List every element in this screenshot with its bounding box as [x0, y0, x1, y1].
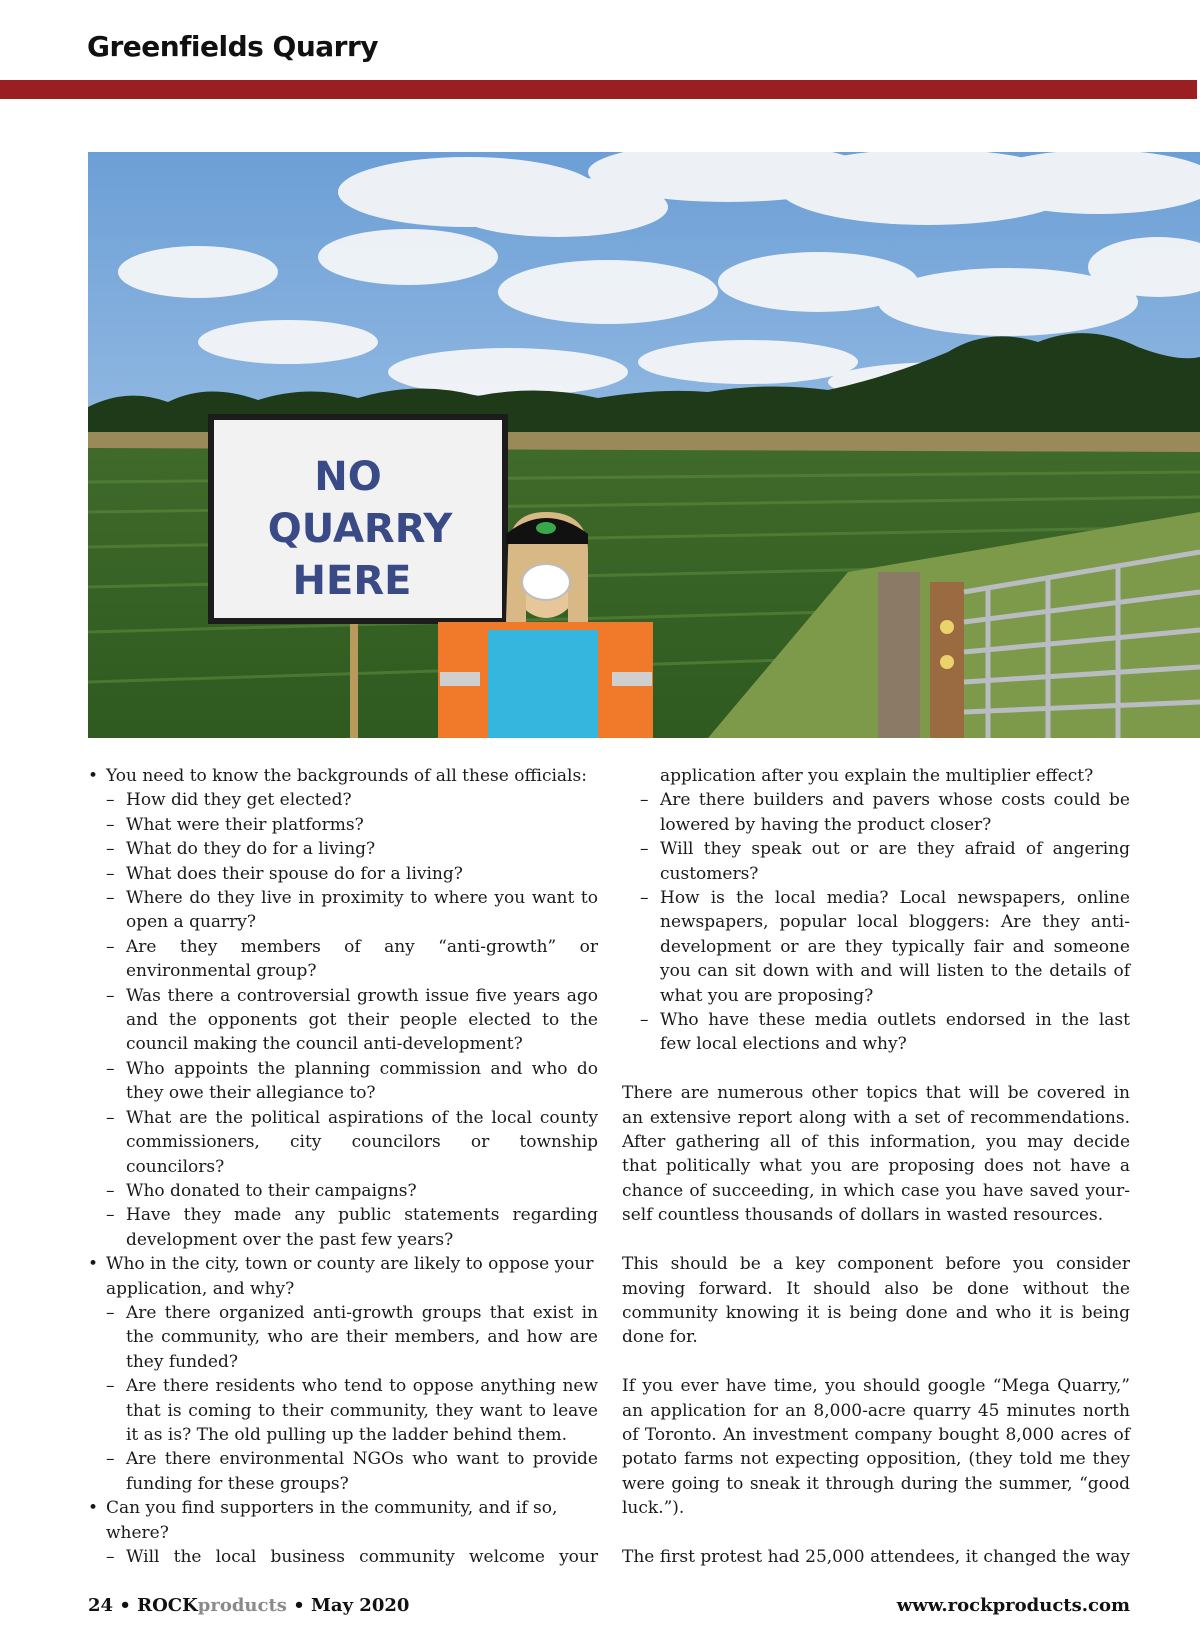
list-item: – Who have these media outlets endorsed in the last few local elections and why? [640, 1010, 1130, 1055]
body-paragraph: The first protest had 25,000 attendees, it changed the way [622, 1546, 1130, 1567]
list-item: • Who in the city, town or county are likely to oppose your application, and why? [88, 1254, 594, 1299]
list-item: – Was there a controversial growth issue five years ago and the opponents got their people elected to the council making the council anti-development? [106, 985, 598, 1055]
left-bullet-list [88, 764, 598, 1569]
sign-line-1: NO [314, 454, 382, 500]
list-item: – Are there residents who tend to oppose anything new that is coming to their community, they want to leave it as is? The old pulling up the ladder behind them. [106, 1376, 598, 1445]
list-item: – How did they get elected? [106, 790, 352, 811]
list-item: – Where do they live in proximity to where you want to open a quarry? [106, 888, 598, 933]
footer-folio [88, 1595, 409, 1616]
list-item: – What does their spouse do for a living? [106, 863, 463, 884]
footer-separator: • [119, 1595, 131, 1616]
header-rule [0, 80, 1197, 99]
list-item: – Are there environmental NGOs who want to provide funding for these groups? [106, 1449, 598, 1494]
list-item: – Are there organized anti-growth groups that exist in the community, who are their members, and how are they funded? [106, 1302, 598, 1372]
issue-date: May 2020 [310, 1595, 410, 1616]
brand-name-products: products [197, 1595, 287, 1616]
list-item: – Are they members of any “anti-growth” or environmental group? [106, 936, 598, 982]
list-item: – What were their platforms? [106, 814, 364, 835]
page-number: 24 [88, 1595, 114, 1616]
sign-line-2: QUARRY [267, 506, 453, 552]
body-paragraph: This should be a key component before you consider moving forward. It should also be done without the community knowing it is being done and who it is being done for. [622, 1254, 1130, 1348]
brand-name-rock: ROCK [137, 1595, 198, 1616]
list-item: • Can you find supporters in the community, and if so, where? [88, 1498, 558, 1543]
list-item: – Who appoints the planning commission and who do they owe their allegiance to? [106, 1058, 598, 1104]
left-column [88, 764, 598, 1569]
footer-separator: • [293, 1595, 305, 1616]
list-item: – Will they speak out or are they afraid of angering customers? [640, 839, 1130, 884]
list-item: – Have they made any public statements regarding development over the past few years? [106, 1205, 598, 1250]
list-item: – Will the local business community welcome your [106, 1547, 598, 1567]
list-item: – Are there builders and pavers whose costs could be lowered by having the product closer? [640, 790, 1130, 835]
list-item: • You need to know the backgrounds of all these officials: [88, 766, 587, 786]
list-item: application after you explain the multiplier effect? [660, 766, 1094, 786]
body-paragraph: There are numerous other topics that will be covered in an extensive report along with a set of recommendations. After gathering all of this information, you may decide that politically what you are proposing does not have a chance of succeeding, in which case you have saved your-self countless thousands of dollars in wasted resources. [622, 1083, 1130, 1226]
right-bullet-list [622, 764, 1130, 1057]
list-item: – What do they do for a living? [106, 839, 376, 860]
list-item: – What are the political aspirations of the local county commissioners, city councilors or township councilors? [106, 1107, 598, 1177]
footer-website: www.rockproducts.com [896, 1595, 1130, 1616]
body-paragraph: If you ever have time, you should google “Mega Quarry,” an application for an 8,000-acre quarry 45 minutes north of Toronto. An investment company bought 8,000 acres of potato farms not expecting opposition, (they told me they were going to sneak it through during the summer, “good luck.”). [622, 1376, 1130, 1519]
list-item: – Who donated to their campaigns? [106, 1180, 417, 1201]
list-item: – How is the local media? Local newspapers, online newspapers, popular local bloggers: Are they anti-development or are they typically fair and someone you can sit down with and will listen to the details of what you are proposing? [640, 888, 1130, 1006]
sign-line-3: HERE [292, 558, 412, 604]
section-title: Greenfields Quarry [87, 30, 379, 63]
article-photo [88, 152, 1200, 738]
right-column [622, 764, 1130, 1594]
